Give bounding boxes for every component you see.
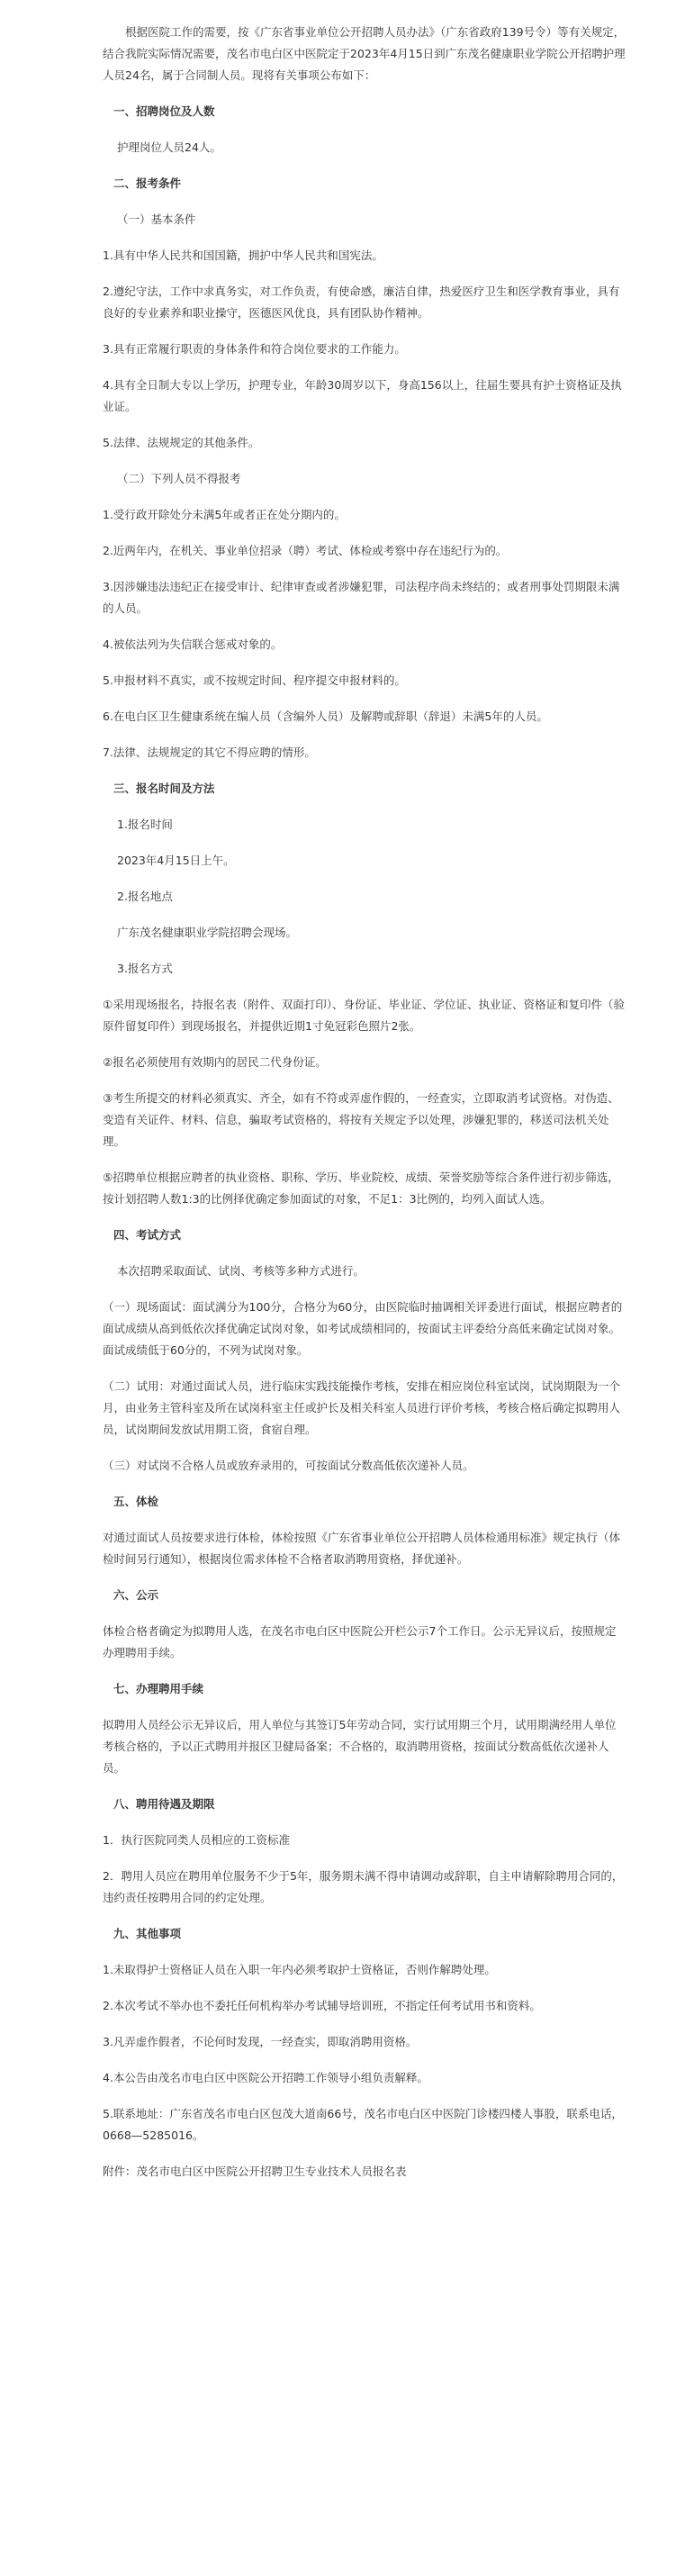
exam-item: （一）现场面试：面试满分为100分，合格分为60分，由医院临时抽调相关评委进行面试，根据应聘者的面试成绩从高到低依次择优确定试岗对象，如考试成绩相同的，按面试主评委给分高低来确定试岗对象。面试成绩低于60分的，不列为试岗对象。: [103, 1300, 623, 1357]
registration-method-item: ③考生所提交的材料必须真实、齐全，如有不符或弄虚作假的，一经查实，立即取消考试资格。对伪造、变造有关证件、材料、信息，骗取考试资格的，将按有关规定予以处理，涉嫌犯罪的，移送司法机关处理。: [103, 1091, 619, 1148]
section-7-heading: 七、办理聘用手续: [113, 1682, 204, 1695]
registration-method-item: ①采用现场报名，持报名表（附件、双面打印）、身份证、毕业证、学位证、执业证、资格证和复印件（验原件留复印件）到现场报名，并提供近期1寸免冠彩色照片2张。: [103, 998, 625, 1033]
condition-item: 4.具有全日制大专以上学历，护理专业，年龄30周岁以下，身高156以上，往届生要具有护士资格证及执业证。: [103, 378, 622, 413]
excluded-item: 4.被依法列为失信联合惩戒对象的。: [103, 637, 283, 651]
exam-intro: 本次招聘采取面试、试岗、考核等多种方式进行。: [117, 1264, 365, 1278]
physical-exam-text: 对通过面试人员按要求进行体检，体检按照《广东省事业单位公开招聘人员体检通用标准》规定执行（体检时间另行通知），根据岗位需求体检不合格者取消聘用资格，择优递补。: [103, 1531, 621, 1566]
condition-item: 2.遵纪守法，工作中求真务实，对工作负责，有使命感，廉洁自律，热爱医疗卫生和医学教育事业，具有良好的专业素养和职业操守，医德医风优良，具有团队协作精神。: [103, 285, 620, 320]
excluded-item: 6.在电白区卫生健康系统在编人员（含编外人员）及解聘或辞职（辞退）未满5年的人员。: [103, 710, 548, 723]
section-8-heading: 八、聘用待遇及期限: [113, 1797, 215, 1811]
condition-item: 3.具有正常履行职责的身体条件和符合岗位要求的工作能力。: [103, 342, 406, 356]
attachment-link[interactable]: 附件：茂名市电白区中医院公开招聘卫生专业技术人员报名表: [103, 2165, 407, 2178]
registration-method-item: ②报名必须使用有效期内的居民二代身份证。: [103, 1055, 327, 1069]
registration-time-label: 1.报名时间: [117, 818, 173, 831]
excluded-item: 2.近两年内，在机关、事业单位招录（聘）考试、体检或考察中存在违纪行为的。: [103, 544, 508, 557]
other-item: 5.联系地址：广东省茂名市电白区包茂大道南66号，茂名市电白区中医院门诊楼四楼人事股，联系电话，0668—5285016。: [103, 2107, 623, 2142]
excluded-item: 7.法律、法规规定的其它不得应聘的情形。: [103, 746, 316, 759]
registration-method-label: 3.报名方式: [117, 962, 173, 975]
section-2-heading: 二、报考条件: [113, 176, 182, 190]
condition-item: 1.具有中华人民共和国国籍，拥护中华人民共和国宪法。: [103, 249, 383, 262]
registration-place-value: 广东茂名健康职业学院招聘会现场。: [117, 926, 298, 939]
hiring-procedure-text: 拟聘用人员经公示无异议后，用人单位与其签订5年劳动合同，实行试用期三个月，试用期满经用人单位考核合格的，予以正式聘用并报区卫健局备案；不合格的，取消聘用资格，按面试分数高低依次递补人员。: [103, 1718, 617, 1775]
basic-conditions-subheading: （一）基本条件: [117, 212, 196, 226]
treatment-item: 1．执行医院同类人员相应的工资标准: [103, 1833, 290, 1847]
other-item: 4.本公告由茂名市电白区中医院公开招聘工作领导小组负责解释。: [103, 2071, 428, 2084]
excluded-item: 1.受行政开除处分未满5年或者正在处分期内的。: [103, 508, 346, 521]
excluded-item: 5.申报材料不真实，或不按规定时间、程序提交申报材料的。: [103, 673, 406, 687]
excluded-item: 3.因涉嫌违法违纪正在接受审计、纪律审查或者涉嫌犯罪，司法程序尚未终结的；或者刑事处罚期限未满的人员。: [103, 580, 620, 615]
registration-place-label: 2.报名地点: [117, 890, 173, 903]
section-1-heading: 一、招聘岗位及人数: [113, 104, 215, 118]
treatment-item: 2．聘用人员应在聘用单位服务不少于5年，服务期未满不得申请调动或辞职，自主申请解除聘用合同的，违约责任按聘用合同的约定处理。: [103, 1869, 624, 1904]
other-item: 3.凡弄虚作假者，不论何时发现，一经查实，即取消聘用资格。: [103, 2035, 418, 2048]
section-1-text: 护理岗位人员24人。: [117, 140, 221, 154]
section-5-heading: 五、体检: [113, 1495, 159, 1508]
exam-item: （二）试用：对通过面试人员，进行临床实践技能操作考核，安排在相应岗位科室试岗，试岗期限为一个月，由业务主管科室及所在试岗科室主任或护长及相关科室人员进行评价考核，考核合格后确定拟聘用人员，试岗期间发放试用期工资，食宿自理。: [103, 1379, 621, 1436]
section-9-heading: 九、其他事项: [113, 1927, 182, 1940]
exam-item: （三）对试岗不合格人员或放弃录用的，可按面试分数高低依次递补人员。: [103, 1459, 474, 1472]
registration-method-item: ⑤招聘单位根据应聘者的执业资格、职称、学历、毕业院校、成绩、荣誉奖励等综合条件进行初步筛选，按计划招聘人数1:3的比例择优确定参加面试的对象，不足1：3比例的，均列入面试人选。: [103, 1170, 619, 1206]
section-6-heading: 六、公示: [113, 1588, 159, 1602]
excluded-subheading: （二）下列人员不得报考: [117, 472, 241, 485]
other-item: 2.本次考试不举办也不委托任何机构举办考试辅导培训班，不指定任何考试用书和资料。: [103, 1999, 541, 2012]
condition-item: 5.法律、法规规定的其他条件。: [103, 436, 260, 449]
intro-paragraph: 根据医院工作的需要，按《广东省事业单位公开招聘人员办法》（广东省政府139号令）等有关规定，结合我院实际情况需要，茂名市电白区中医院定于2023年4月15日到广东茂名健康职业学院公开招聘护理人员24名，属于合同制人员。现将有关事项公布如下：: [103, 25, 626, 82]
publicity-text: 体检合格者确定为拟聘用人选，在茂名市电白区中医院公开栏公示7个工作日。公示无异议后，按照规定办理聘用手续。: [103, 1624, 617, 1659]
other-item: 1.未取得护士资格证人员在入职一年内必须考取护士资格证，否则作解聘处理。: [103, 1963, 496, 1976]
registration-time-value: 2023年4月15日上午。: [117, 854, 235, 867]
section-3-heading: 三、报名时间及方法: [113, 782, 215, 795]
section-4-heading: 四、考试方式: [113, 1228, 182, 1242]
